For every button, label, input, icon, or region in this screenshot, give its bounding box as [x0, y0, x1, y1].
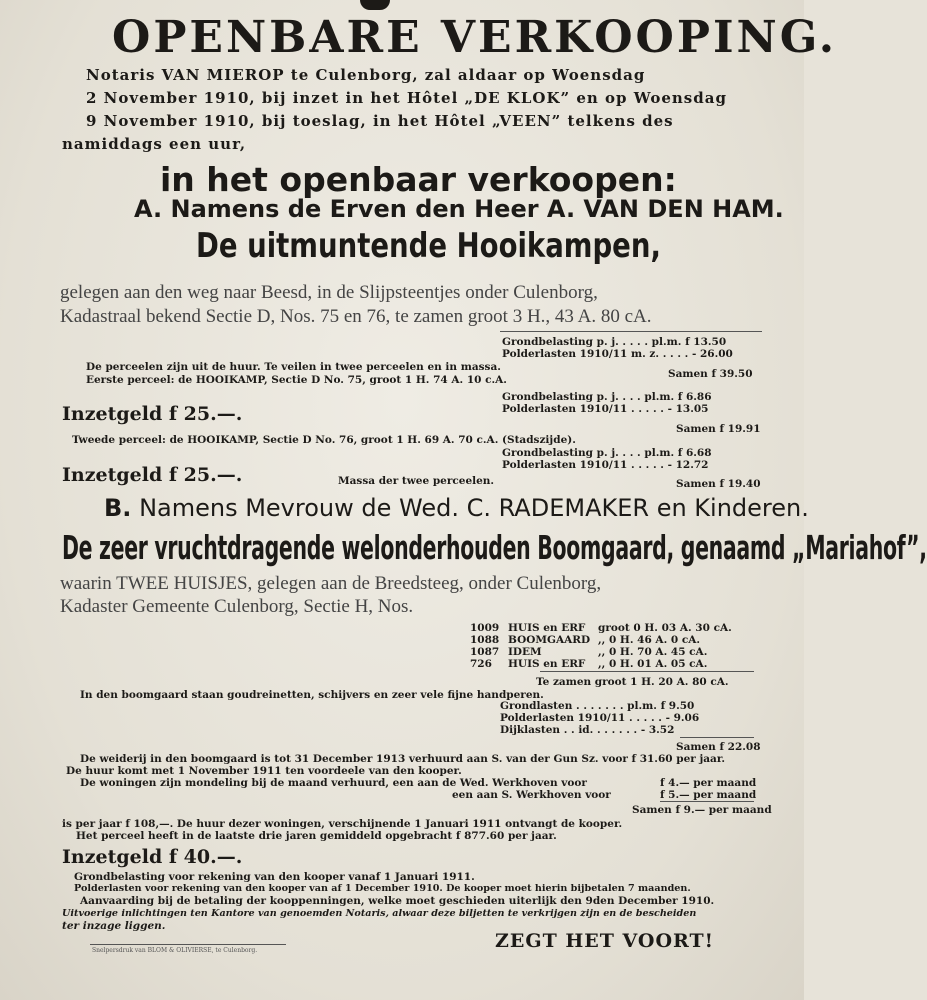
printer-credit: Snelpersdruk van BLOM & OLIVIERSE, te Culenborg.: [92, 947, 258, 954]
parcel-no: 1009: [470, 622, 500, 634]
intro-line-1: Notaris VAN MIEROP te Culenborg, zal aldaar op Woensdag: [86, 66, 646, 84]
b-grondlasten: Grondlasten . . . . . . . pl.m. f 9.50: [500, 700, 695, 712]
section-a-subtitle: De uitmuntende Hooikampen,: [196, 226, 661, 266]
a-polder: Polderlasten 1910/11 m. z. . . . . - 26.00: [502, 348, 733, 360]
inzetgeld-3: Inzetgeld f 40.—.: [62, 846, 243, 868]
b-samen-2: Samen f 9.— per maand: [632, 804, 772, 816]
p1-grond: Grondbelasting p. j. . . . pl.m. f 6.86: [502, 391, 712, 403]
parcel-size: groot 0 H. 03 A. 30 cA.: [598, 622, 732, 634]
section-a-heading: A. Namens de Erven den Heer A. VAN DEN HAM.: [134, 195, 784, 223]
parcel-no: 1087: [470, 646, 500, 658]
parcel-size: ,, 0 H. 70 A. 45 cA.: [598, 646, 708, 658]
b-woningen: De woningen zijn mondeling bij de maand verhuurd, een aan de Wed. Werkhoven voor: [80, 777, 587, 789]
parcel-name: HUIS en ERF: [508, 658, 586, 670]
section-a-desc-2: Kadastraal bekend Sectie D, Nos. 75 en 76, te zamen groot 3 H., 43 A. 80 cA.: [60, 306, 652, 327]
b-total: Te zamen groot 1 H. 20 A. 80 cA.: [536, 676, 729, 688]
openbaar-verkoopen: in het openbaar verkoopen:: [160, 160, 677, 199]
b-dijk: Dijklasten . . id. . . . . . . - 3.52: [500, 724, 675, 736]
b-woningen-2: een aan S. Werkhoven voor: [452, 789, 611, 801]
a-huur: De perceelen zijn uit de huur. Te veilen in twee perceelen en in massa.: [86, 361, 501, 373]
divider: [90, 944, 286, 945]
section-b-subtitle: De zeer vruchtdragende welonderhouden Boomgaard, genaamd „Mariahof”,: [62, 528, 927, 567]
b-trees: In den boomgaard staan goudreinetten, schijvers en zeer vele fijne handperen.: [80, 689, 544, 701]
footer-line-1: Grondbelasting voor rekening van den kooper vanaf 1 Januari 1911.: [74, 871, 475, 883]
intro-line-4: namiddags een uur,: [62, 135, 247, 153]
intro-line-2: 2 November 1910, bij inzet in het Hôtel „DE KLOK” en op Woensdag: [86, 89, 727, 107]
p1-polder: Polderlasten 1910/11 . . . . . - 13.05: [502, 403, 709, 415]
a-perceel-2: Tweede perceel: de HOOIKAMP, Sectie D No. 76, groot 1 H. 69 A. 70 c.A. (Stadszijde).: [72, 434, 576, 446]
parcel-no: 1088: [470, 634, 500, 646]
section-b-desc-2: Kadaster Gemeente Culenborg, Sectie H, Nos.: [60, 596, 414, 617]
massa: Massa der twee perceelen.: [338, 475, 495, 487]
parcel-no: 726: [470, 658, 492, 670]
parcel-name: BOOMGAARD: [508, 634, 591, 646]
zegt-het-voort: ZEGT HET VOORT!: [495, 930, 714, 952]
b-woningen-val: f 4.— per maand: [660, 777, 757, 789]
footer-line-4: Uitvoerige inlichtingen ten Kantore van genoemden Notaris, alwaar deze biljetten te verkrijgen zijn en de bescheiden: [62, 908, 697, 919]
footer-line-2: Polderlasten voor rekening van den kooper van af 1 December 1910. De kooper moet hierin bijbetalen 7 maanden.: [74, 883, 691, 894]
a-grond: Grondbelasting p. j. . . . . pl.m. f 13.50: [502, 336, 727, 348]
b-opgebracht: Het perceel heeft in de laatste drie jaren gemiddeld opgebracht f 877.60 per jaar.: [76, 830, 557, 842]
parcel-name: HUIS en ERF: [508, 622, 586, 634]
poster-title: OPENBARE VERKOOPING.: [112, 12, 838, 63]
parcel-size: ,, 0 H. 46 A. 0 cA.: [598, 634, 701, 646]
b-per-jaar: is per jaar f 108,—. De huur dezer woningen, verschijnende 1 Januari 1911 ontvangt de kooper.: [62, 818, 623, 830]
footer-line-5: ter inzage liggen.: [62, 920, 166, 932]
inzetgeld-1: Inzetgeld f 25.—.: [62, 403, 243, 425]
parcel-name: IDEM: [508, 646, 542, 658]
b-huur-komt: De huur komt met 1 November 1911 ten voordeele van den kooper.: [66, 765, 462, 777]
section-b-heading: B. Namens Mevrouw de Wed. C. RADEMAKER en Kinderen.: [104, 494, 809, 522]
p2-polder: Polderlasten 1910/11 . . . . . - 12.72: [502, 459, 709, 471]
parcel-size: ,, 0 H. 01 A. 05 cA.: [598, 658, 708, 670]
top-ornament: [360, 0, 390, 10]
p2-grond: Grondbelasting p. j. . . . pl.m. f 6.68: [502, 447, 712, 459]
a-samen: Samen f 39.50: [668, 368, 753, 380]
b-samen: Samen f 22.08: [676, 741, 761, 753]
b-weiderij: De weiderij in den boomgaard is tot 31 December 1913 verhuurd aan S. van der Gun Sz. voor f 31.60 per jaar.: [80, 753, 726, 765]
section-a-desc-1: gelegen aan den weg naar Beesd, in de Slijpsteentjes onder Culenborg,: [60, 282, 598, 303]
b-woningen-2-val: f 5.— per maand: [660, 789, 757, 801]
divider: [500, 331, 762, 332]
section-b-desc-1: waarin TWEE HUISJES, gelegen aan de Breedsteeg, onder Culenborg,: [60, 573, 602, 594]
p2-samen: Samen f 19.40: [676, 478, 761, 490]
b-polder: Polderlasten 1910/11 . . . . . - 9.06: [500, 712, 700, 724]
divider: [540, 671, 754, 672]
divider: [660, 801, 754, 802]
a-perceel-1: Eerste perceel: de HOOIKAMP, Sectie D No. 75, groot 1 H. 74 A. 10 c.A.: [86, 374, 507, 386]
p1-samen: Samen f 19.91: [676, 423, 761, 435]
footer-line-3: Aanvaarding bij de betaling der kooppenningen, welke moet geschieden uiterlijk den 9den December 1910.: [80, 895, 715, 907]
intro-line-3: 9 November 1910, bij toeslag, in het Hôtel „VEEN” telkens des: [86, 112, 674, 130]
divider: [680, 737, 754, 738]
inzetgeld-2: Inzetgeld f 25.—.: [62, 464, 243, 486]
